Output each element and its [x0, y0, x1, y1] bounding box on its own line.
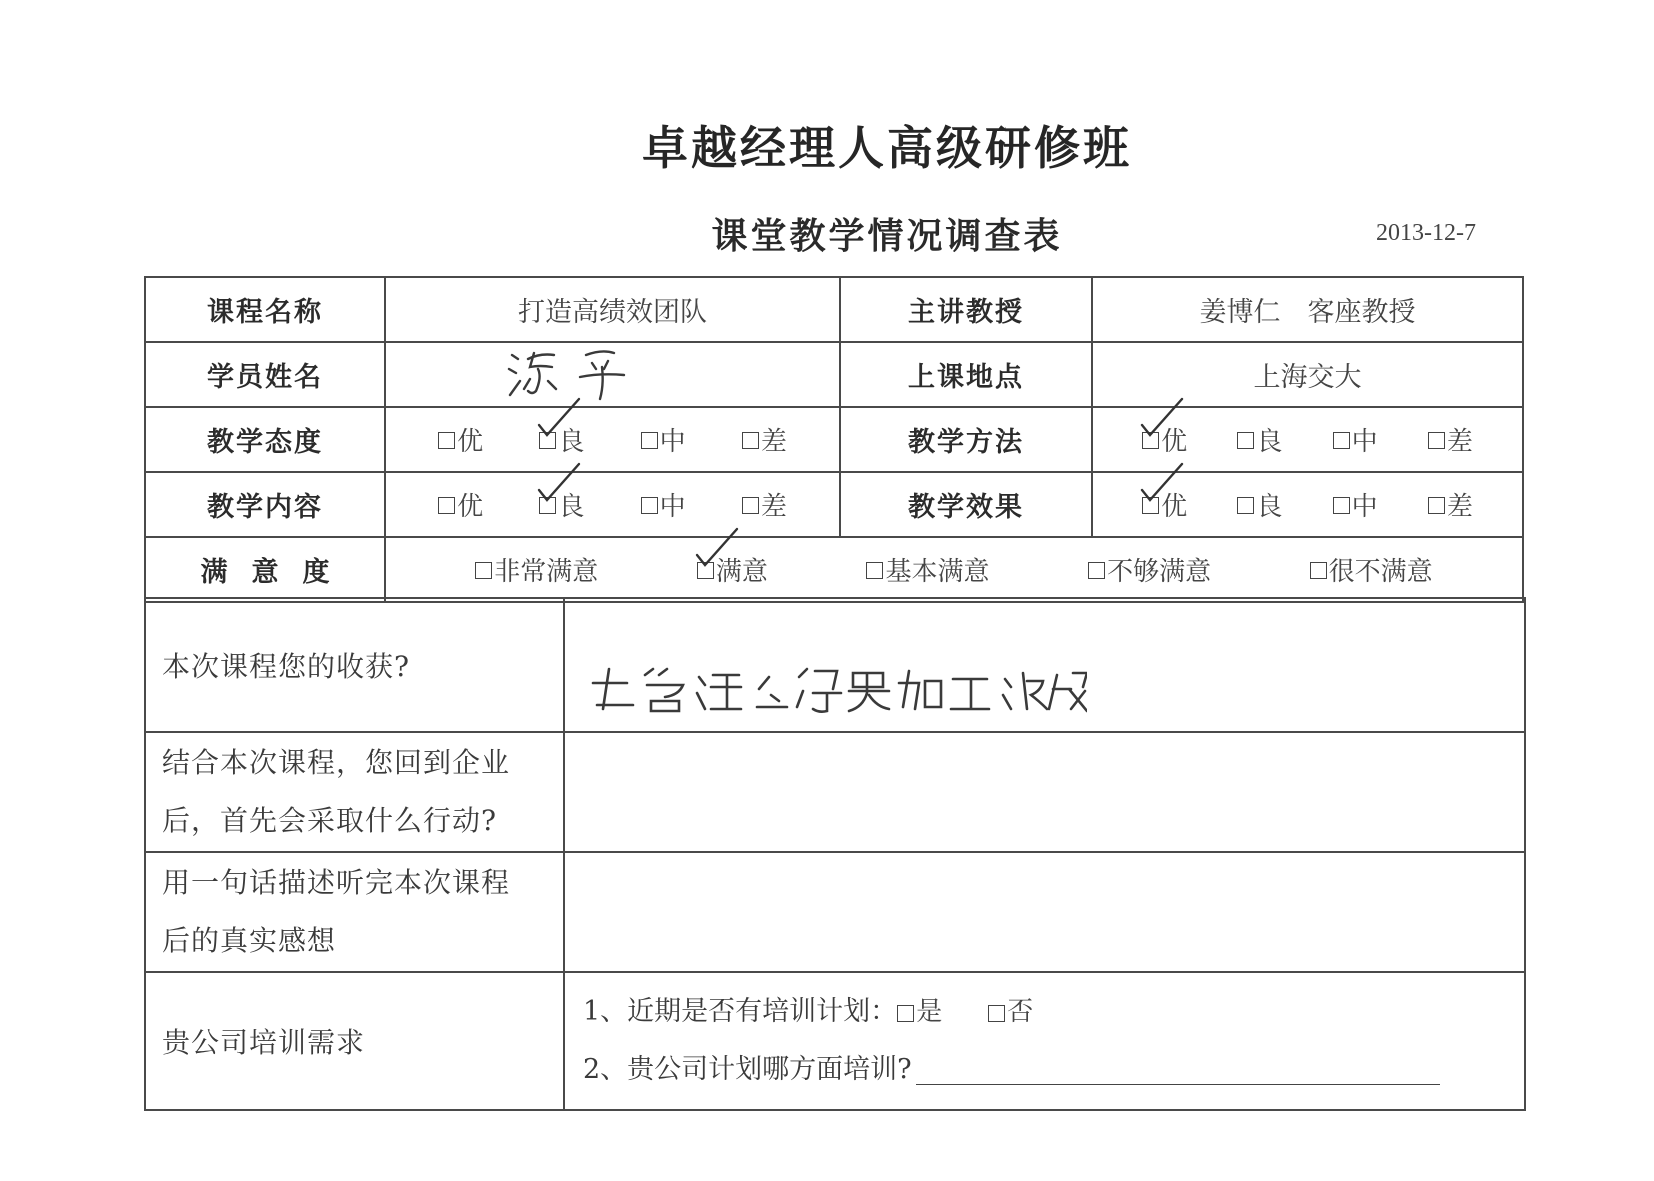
- student-row: [145, 342, 1523, 407]
- method-option-label: 优: [1161, 427, 1188, 457]
- content-option-0[interactable]: [438, 486, 483, 523]
- checkbox-icon: [438, 497, 455, 514]
- location-value: 上海交大: [1092, 342, 1523, 407]
- attitude-options: [385, 407, 840, 472]
- feedback-table: [144, 597, 1526, 1111]
- effect-option-label: 良: [1256, 492, 1283, 522]
- satisfaction-row: [145, 537, 1523, 602]
- training-plan-line: [583, 983, 1506, 1041]
- course-row: [145, 277, 1523, 342]
- satisfaction-option-label: 非常满意: [494, 557, 599, 587]
- attitude-option-label: 良: [558, 427, 585, 457]
- content-option-label: 优: [457, 492, 484, 522]
- checkbox-icon: [641, 432, 658, 449]
- content-label: 教学内容: [145, 472, 385, 537]
- checkbox-icon: [1428, 497, 1445, 514]
- training-label: 贵公司培训需求: [145, 972, 564, 1110]
- location-label: 上课地点: [840, 342, 1092, 407]
- checkbox-icon: [475, 562, 492, 579]
- effect-option-label: 中: [1351, 492, 1378, 522]
- effect-option-label: 优: [1161, 492, 1188, 522]
- effect-label: 教学效果: [840, 472, 1092, 537]
- checked-checkbox-icon: [1142, 497, 1159, 514]
- training-plan-yes[interactable]: 是: [897, 983, 942, 1041]
- training-plan-no[interactable]: 否: [988, 983, 1033, 1041]
- content-option-label: 良: [558, 492, 585, 522]
- action-row: [145, 732, 1525, 852]
- feeling-answer-field[interactable]: [564, 852, 1525, 972]
- checkbox-icon: [742, 432, 759, 449]
- student-name-field[interactable]: [385, 342, 840, 407]
- content-option-2[interactable]: [641, 486, 686, 523]
- professor-label: 主讲教授: [840, 277, 1092, 342]
- attitude-label: 教学态度: [145, 407, 385, 472]
- effect-option-label: 差: [1446, 492, 1473, 522]
- satisfaction-option-3[interactable]: [1088, 551, 1211, 588]
- satisfaction-option-label: 基本满意: [885, 557, 990, 587]
- satisfaction-label: 满意度: [145, 537, 385, 602]
- form-date: 2013-12-7: [1376, 220, 1476, 246]
- training-plan-question: 1、近期是否有培训计划：: [583, 996, 898, 1027]
- action-question-line1: 结合本次课程，您回到企业: [162, 746, 511, 779]
- training-area-blank[interactable]: [916, 1056, 1440, 1085]
- course-name-label: 课程名称: [145, 277, 385, 342]
- method-options: [1092, 407, 1523, 472]
- form-subtitle: 课堂教学情况调查表: [711, 216, 1063, 257]
- checkbox-icon: [1333, 497, 1350, 514]
- checkbox-icon: [742, 497, 759, 514]
- feeling-question-line2: 后的真实感想: [162, 924, 337, 957]
- gain-answer-field[interactable]: [564, 598, 1525, 732]
- student-name-label: 学员姓名: [145, 342, 385, 407]
- training-needs: [564, 972, 1525, 1110]
- professor-value: 姜博仁 客座教授: [1092, 277, 1523, 342]
- checkbox-icon: [897, 1005, 914, 1022]
- satisfaction-option-0[interactable]: [475, 551, 598, 588]
- content-option-1[interactable]: [539, 486, 584, 523]
- checkbox-icon: [1333, 432, 1350, 449]
- checkbox-icon: [1237, 497, 1254, 514]
- satisfaction-option-4[interactable]: [1310, 551, 1433, 588]
- action-answer-field[interactable]: [564, 732, 1525, 852]
- handwritten-gain-answer: [587, 661, 1087, 723]
- feeling-question-line1: 用一句话描述听完本次课程: [162, 866, 511, 899]
- satisfaction-option-label: 不够满意: [1107, 557, 1212, 587]
- checked-checkbox-icon: [697, 562, 714, 579]
- content-row: [145, 472, 1523, 537]
- method-option-2[interactable]: [1333, 421, 1378, 458]
- gain-row: [145, 598, 1525, 732]
- attitude-option-label: 差: [760, 427, 787, 457]
- effect-option-2[interactable]: [1333, 486, 1378, 523]
- course-name-value: 打造高绩效团队: [385, 277, 840, 342]
- handwritten-student-name: [504, 345, 664, 405]
- action-question: [145, 732, 564, 852]
- attitude-option-3[interactable]: [742, 421, 787, 458]
- attitude-option-1[interactable]: [539, 421, 584, 458]
- satisfaction-option-2[interactable]: [866, 551, 989, 588]
- checked-checkbox-icon: [539, 432, 556, 449]
- satisfaction-option-label: 很不满意: [1328, 557, 1433, 587]
- checkbox-icon: [1428, 432, 1445, 449]
- method-option-label: 差: [1446, 427, 1473, 457]
- checkbox-icon: [438, 432, 455, 449]
- attitude-option-0[interactable]: [438, 421, 483, 458]
- satisfaction-option-1[interactable]: [697, 551, 768, 588]
- content-option-label: 差: [760, 492, 787, 522]
- effect-option-1[interactable]: [1237, 486, 1282, 523]
- content-options: [385, 472, 840, 537]
- checked-checkbox-icon: [539, 497, 556, 514]
- attitude-option-label: 中: [659, 427, 686, 457]
- content-option-label: 中: [659, 492, 686, 522]
- checkbox-icon: [641, 497, 658, 514]
- page-title: 卓越经理人高级研修班: [642, 121, 1132, 175]
- checkbox-icon: [988, 1005, 1005, 1022]
- checkbox-icon: [1237, 432, 1254, 449]
- feeling-row: [145, 852, 1525, 972]
- gain-question: 本次课程您的收获?: [145, 598, 564, 732]
- feeling-question: [145, 852, 564, 972]
- method-option-3[interactable]: [1428, 421, 1473, 458]
- satisfaction-options: [385, 537, 1523, 602]
- method-option-0[interactable]: [1142, 421, 1187, 458]
- checked-checkbox-icon: [1142, 432, 1159, 449]
- checkbox-icon: [1088, 562, 1105, 579]
- action-question-line2: 后，首先会采取什么行动?: [162, 804, 498, 837]
- attitude-option-2[interactable]: [641, 421, 686, 458]
- method-option-1[interactable]: [1237, 421, 1282, 458]
- course-info-table: [144, 276, 1524, 603]
- attitude-option-label: 优: [457, 427, 484, 457]
- effect-option-3[interactable]: [1428, 486, 1473, 523]
- checkbox-icon: [1310, 562, 1327, 579]
- effect-option-0[interactable]: [1142, 486, 1187, 523]
- method-option-label: 中: [1351, 427, 1378, 457]
- training-area-question: 2、贵公司计划哪方面培训?: [583, 1054, 912, 1085]
- method-label: 教学方法: [840, 407, 1092, 472]
- method-option-label: 良: [1256, 427, 1283, 457]
- training-area-line: [583, 1041, 1506, 1099]
- satisfaction-option-label: 满意: [715, 557, 768, 587]
- checkbox-icon: [866, 562, 883, 579]
- training-row: [145, 972, 1525, 1110]
- effect-options: [1092, 472, 1523, 537]
- content-option-3[interactable]: [742, 486, 787, 523]
- attitude-row: [145, 407, 1523, 472]
